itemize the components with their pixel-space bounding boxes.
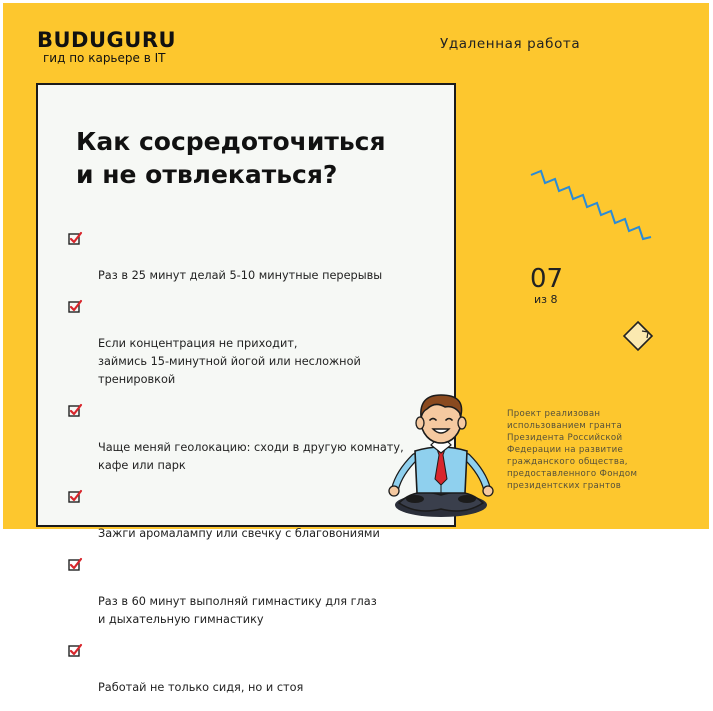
zigzag-decoration	[531, 169, 655, 245]
checkbox-icon	[68, 404, 82, 418]
tip-text: Если концентрация не приходит, займись 15-минутной йогой или несложной тренировкой	[98, 337, 361, 386]
tip-item	[68, 299, 408, 389]
tip-item	[68, 231, 408, 285]
tip-text: Раз в 25 минут делай 5-10 минутные перерывы	[98, 269, 383, 282]
meditating-man-illustration	[385, 383, 497, 523]
page-total: из 8	[534, 293, 558, 306]
brand-logo	[37, 29, 176, 65]
grant-note: Проект реализован использованием гранта Президента Российской Федерации на развитие гражданского общества, предоставленного Фондом президентских грантов	[507, 409, 638, 491]
tip-item	[68, 403, 408, 475]
tip-text: Зажги аромалампу или свечку с благовониями	[98, 527, 380, 540]
tip-text: Чаще меняй геолокацию: сходи в другую комнату, кафе или парк	[98, 441, 404, 472]
brand-name: BUDUGURU	[37, 28, 177, 52]
tips-list	[68, 231, 408, 711]
tip-item	[68, 557, 408, 629]
tip-text: Раз в 60 минут выполняй гимнастику для глаз и дыхательную гимнастику	[98, 595, 377, 626]
checkbox-icon	[68, 558, 82, 572]
page-counter	[530, 265, 563, 306]
category-label: Удаленная работа	[440, 36, 581, 52]
diamond-decoration	[622, 320, 654, 352]
checkbox-icon	[68, 490, 82, 504]
tip-item	[68, 489, 408, 543]
checkbox-icon	[68, 644, 82, 658]
slide	[3, 3, 709, 694]
brand-tagline: гид по карьере в IT	[43, 51, 166, 65]
page-number: 07	[530, 264, 564, 294]
checkbox-icon	[68, 232, 82, 246]
card-title: Как сосредоточиться и не отвлекаться?	[76, 127, 386, 189]
tip-text: Работай не только сидя, но и стоя	[98, 681, 304, 694]
checkbox-icon	[68, 300, 82, 314]
tip-item	[68, 643, 408, 697]
